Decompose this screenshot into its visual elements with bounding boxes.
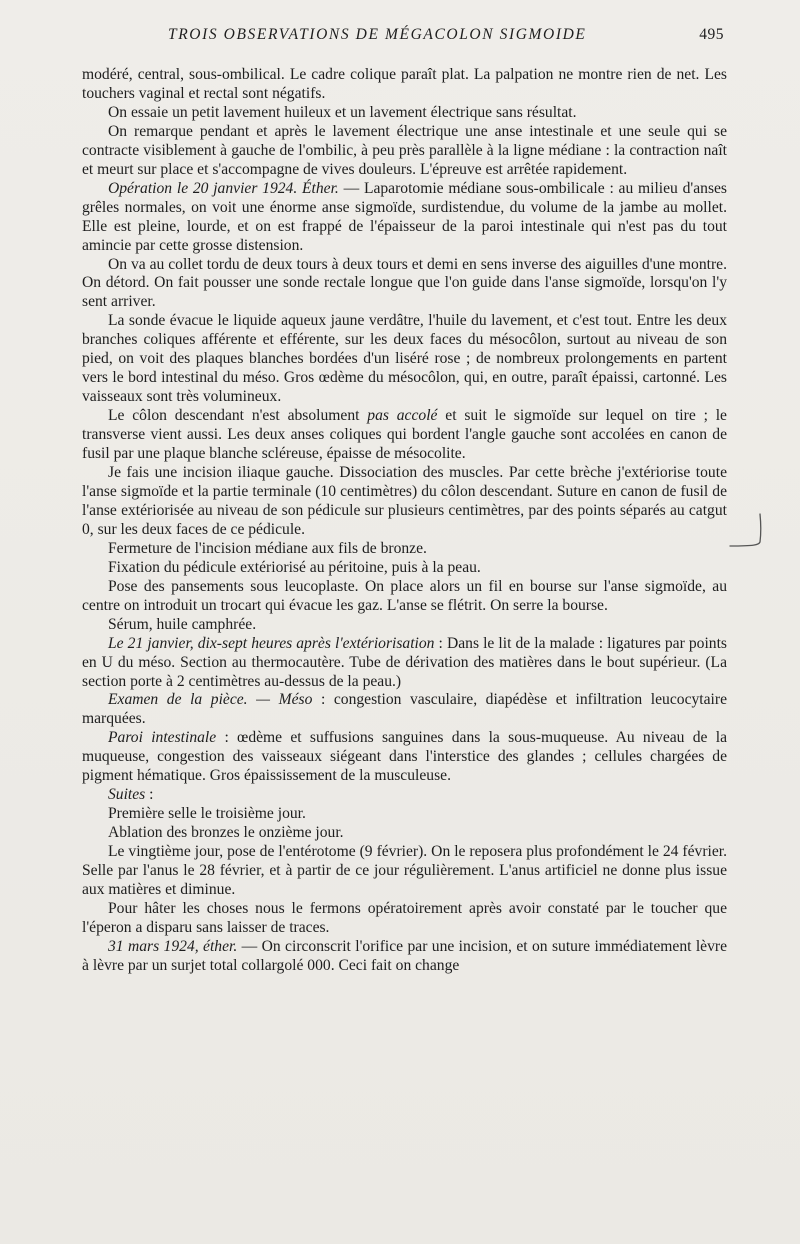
paragraph — [82, 180, 727, 256]
paragraph-lead: Opération le 20 janvier 1924. Éther. — [108, 179, 339, 197]
paragraph-lead: Suites — [108, 786, 146, 804]
paragraph-text: Ablation des bronzes le onzième jour. — [108, 824, 344, 842]
paragraph-text: : congestion vasculaire, diapédèse et infiltration leucocytaire marquées. — [82, 691, 727, 728]
page-header — [82, 26, 724, 50]
paragraph — [82, 540, 727, 559]
paragraph — [82, 407, 727, 464]
paragraph-text: On remarque pendant et après le lavement électrique une anse intestinale et une seule qui se contracte visiblement à gauche de l'ombilic, à peu près parallèle à la ligne médiane : la contraction naît et meurt sur place et s'accompagne de vives douleurs. L'épreuve est arrêtée rapidement. — [82, 122, 727, 178]
paragraph-lead: 31 mars 1924, éther. — [108, 937, 238, 955]
margin-pencil-mark — [724, 512, 764, 548]
paragraph-text: Je fais une incision iliaque gauche. Dissociation des muscles. Par cette brèche j'extériorise toute l'anse sigmoïde et la partie terminale (10 centimètres) du côlon descendant. Suture en canon de fusil de l'anse extériorisée au niveau de son pédicule sur plusieurs centimètres, par des points séparés au catgut 0, sur les deux faces de ce pédicule. — [82, 464, 727, 538]
paragraph — [82, 616, 727, 635]
paragraph — [82, 824, 727, 843]
body-text — [82, 66, 727, 976]
paragraph — [82, 104, 727, 123]
paragraph-text: On va au collet tordu de deux tours à deux tours et demi en sens inverse des aiguilles d'une montre. On détord. On fait pousser une sonde rectale longue que l'on guide dans l'anse sigmoïde, lorsqu'on l'y sent arriver. — [82, 255, 727, 311]
paragraph-text: Le vingtième jour, pose de l'entérotome (9 février). On le reposera plus profondément le 24 février. Selle par l'anus le 28 février, et à partir de ce jour régulièrement. L'anus artificiel ne donne plus issue aux matières et diminue. — [82, 843, 727, 898]
paragraph — [82, 805, 727, 824]
paragraph — [82, 900, 727, 938]
paragraph — [82, 256, 727, 313]
paragraph-text: Première selle le troisième jour. — [108, 805, 306, 823]
paragraph-text: Sérum, huile camphrée. — [108, 615, 257, 633]
paragraph — [82, 578, 727, 616]
paragraph — [82, 843, 727, 900]
paragraph — [82, 691, 727, 729]
paragraph-text: — On circonscrit l'orifice par une incision, et on suture immédiatement lèvre à lèvre par un surjet total collargolé 000. Ceci fait on change — [82, 937, 727, 974]
paragraph-text: : œdème et suffusions sanguines dans la sous-muqueuse. Au niveau de la muqueuse, congestion des vaisseaux siégeant dans l'interstice des glandes ; cellules chargées de pigment hématique. Gros épaississement de la musculeuse. — [82, 729, 727, 785]
paragraph-text: Fermeture de l'incision médiane aux fils de bronze. — [108, 539, 427, 557]
paragraph — [82, 635, 727, 692]
paragraph-text: Pose des pansements sous leucoplaste. On place alors un fil en bourse sur l'anse sigmoïde, au centre on introduit un trocart qui évacue les gaz. L'anse se flétrit. On serre la bourse. — [82, 577, 727, 614]
paragraph — [82, 312, 727, 407]
paragraph-text: On essaie un petit lavement huileux et un lavement électrique sans résultat. — [108, 103, 577, 121]
paragraph — [82, 559, 727, 578]
paragraph-text: — Laparotomie médiane sous-ombilicale : au milieu d'anses grêles normales, on voit une énorme anse sigmoïde, surdistendue, du volume de la jambe au mollet. Elle est pleine, lourde, et on est frappé de l'épaisseur de la paroi intestinale qui n'est pas du tout amincie par cette grosse distension. — [82, 179, 727, 254]
paragraph — [82, 123, 727, 180]
paragraph-text: La sonde évacue le liquide aqueux jaune verdâtre, l'huile du lavement, et c'est tout. Entre les deux branches coliques afférente et efférente, sur les deux faces du mésocôlon, surtout au niveau de son pied, on voit des plaques blanches bordées d'un liséré rose ; de nombreux prolongements en partent vers le bord intestinal du méso. Gros œdème du mésocôlon, qui, en outre, paraît épaissi, cartonné. Les vaisseaux sont très volumineux. — [82, 312, 727, 406]
paragraph — [82, 66, 727, 104]
paragraph-text: modéré, central, sous-ombilical. Le cadre colique paraît plat. La palpation ne montre rien de net. Les touchers vaginal et rectal sont négatifs. — [82, 66, 727, 102]
paragraph-lead: Le 21 janvier, dix-sept heures après l'extériorisation — [108, 634, 435, 652]
paragraph — [82, 729, 727, 786]
page-number: 495 — [699, 26, 724, 43]
paragraph-text: Pour hâter les choses nous le fermons opératoirement après avoir constaté par le toucher que l'éperon a disparu sans laisser de traces. — [82, 899, 727, 936]
paragraph-lead: Examen de la pièce. — Méso — [108, 691, 313, 709]
paragraph — [82, 938, 727, 976]
paragraph-text: Fixation du pédicule extériorisé au péritoine, puis à la peau. — [108, 558, 481, 576]
paragraph — [82, 786, 727, 805]
paragraph-text: : — [145, 786, 154, 804]
paragraph-lead: Paroi intestinale — [108, 729, 217, 747]
paragraph-text: : Dans le lit de la malade : ligatures par points en U du méso. Section au thermocautère. Tube de dérivation des matières dans le bout supérieur. (La section porte à 2 centimètres au-dessus de la peau.) — [82, 634, 727, 690]
running-title: TROIS OBSERVATIONS DE MÉGACOLON SIGMOIDE — [168, 26, 587, 43]
paragraph-text: Le côlon descendant n'est absolument pas accolé et suit le sigmoïde sur lequel on tire ; le transverse vient aussi. Les deux anses coliques qui bordent l'angle gauche sont accolées en canon de fusil par une plaque blanche scléreuse, épaisse de mésocolite. — [82, 407, 727, 463]
paragraph — [82, 464, 727, 540]
